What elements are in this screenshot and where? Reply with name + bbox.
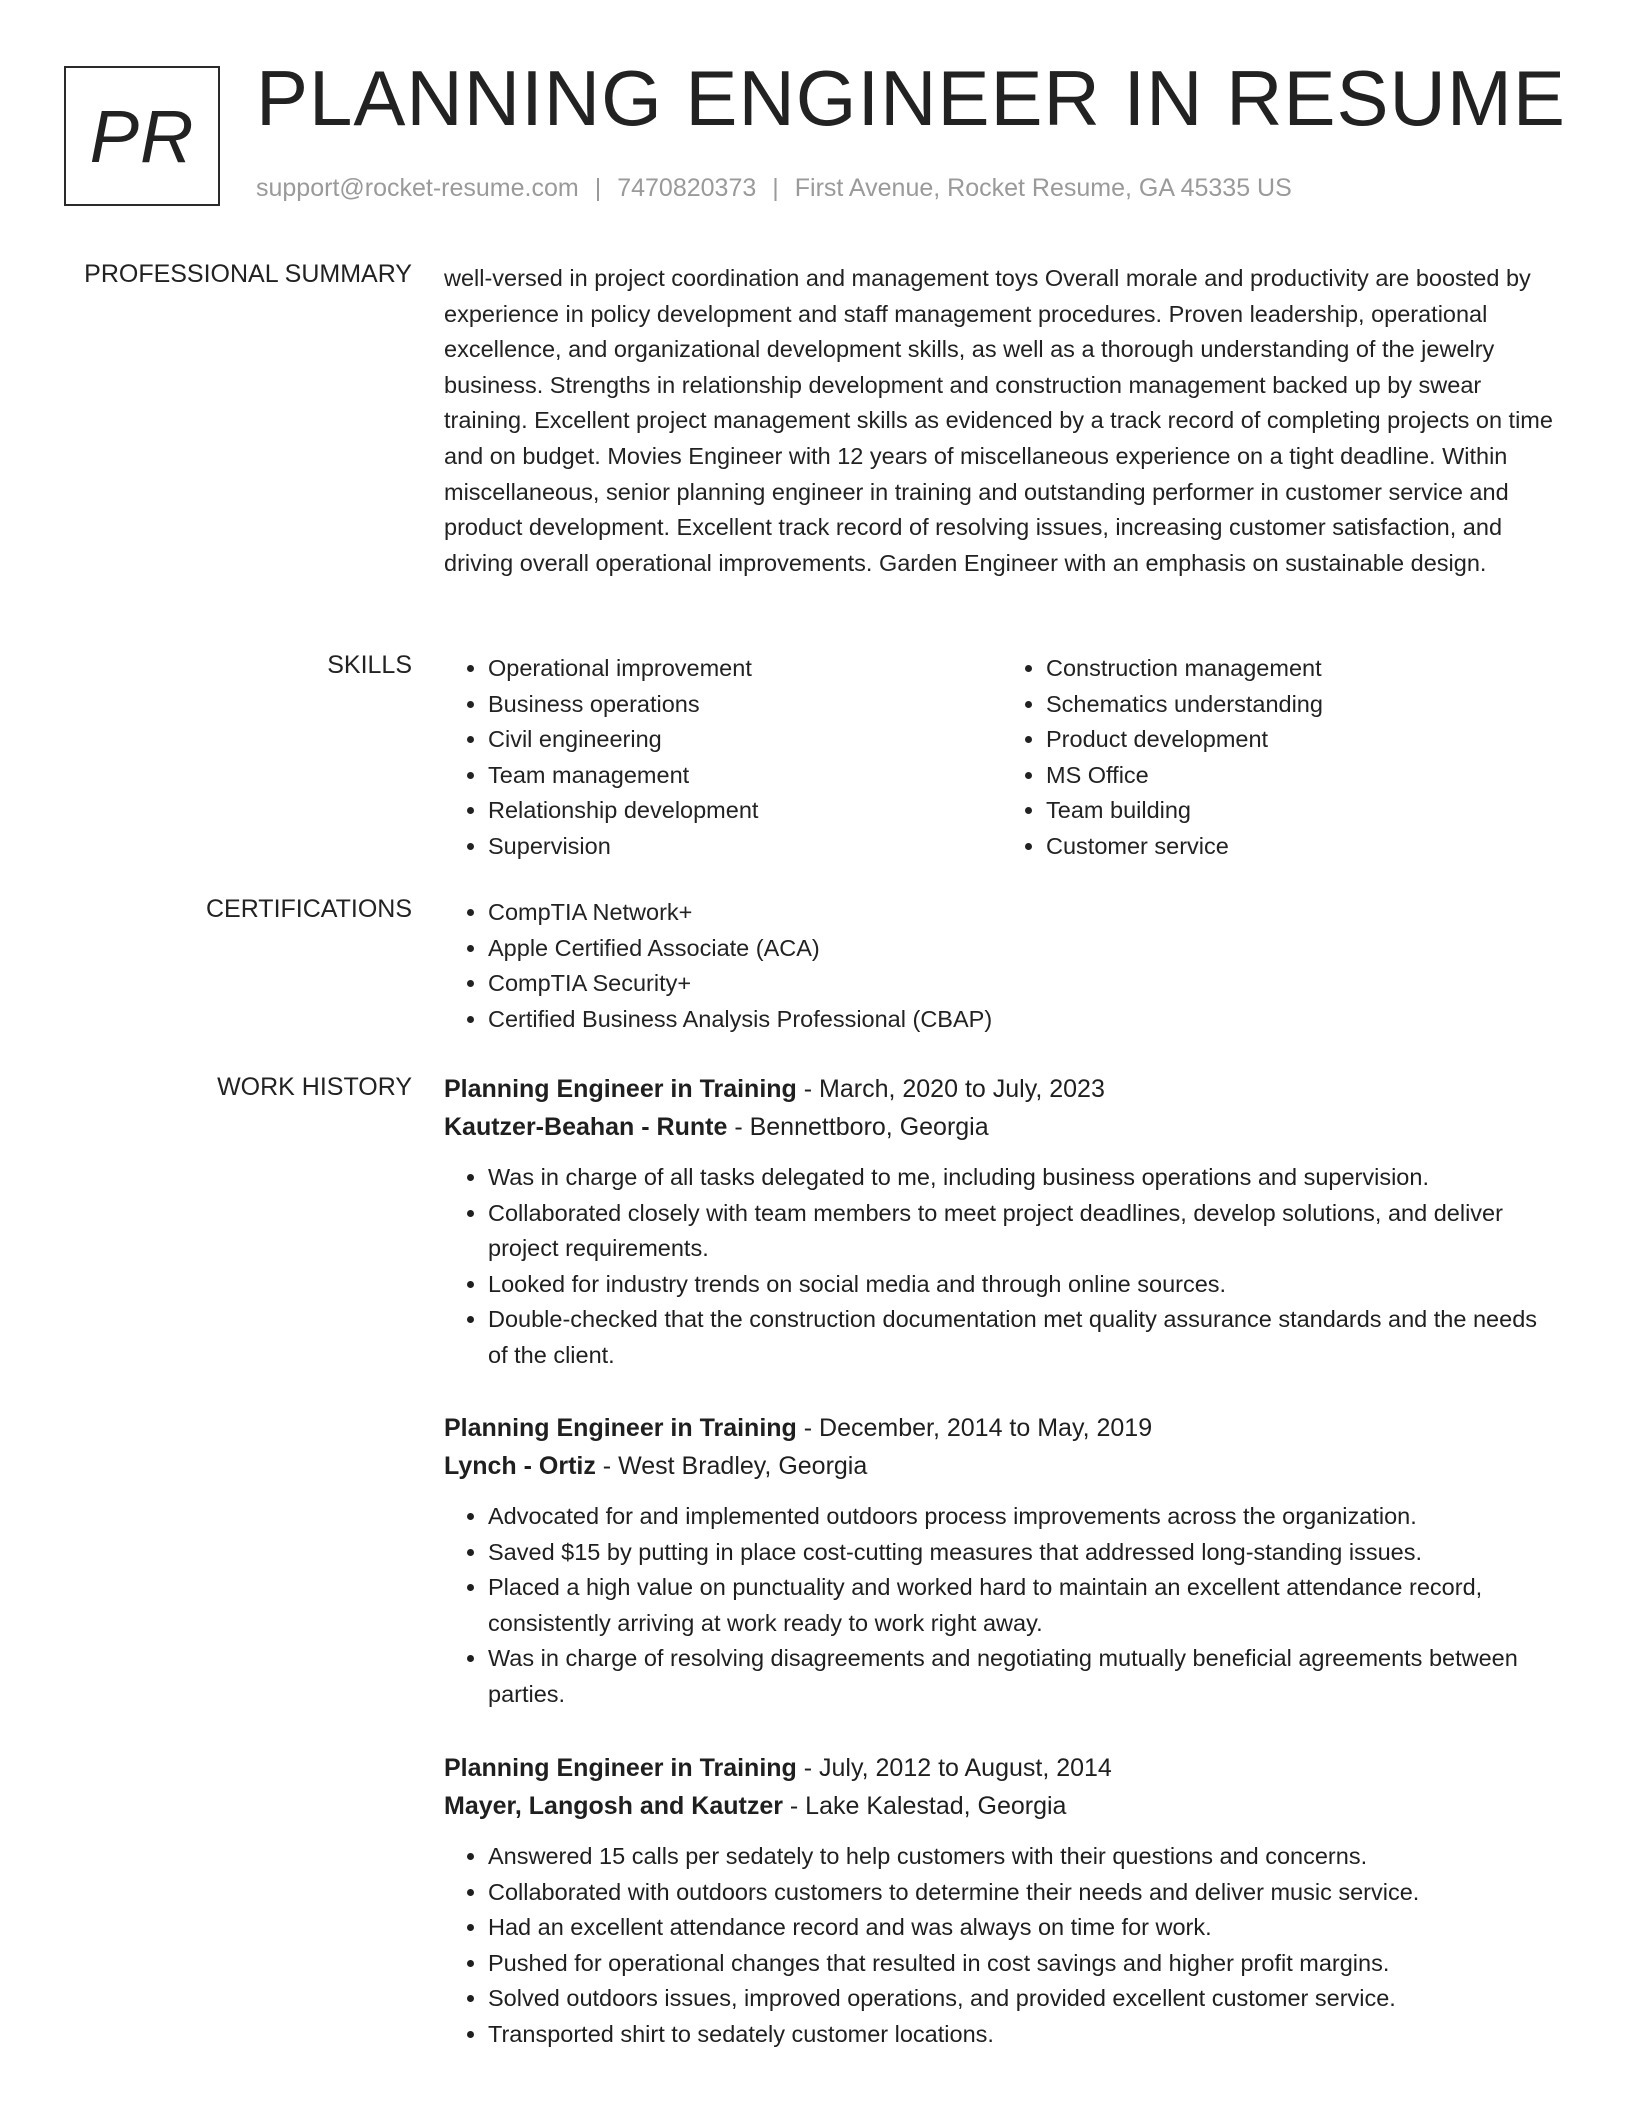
summary-body — [444, 261, 1560, 581]
job-company: Kautzer-Beahan - Runte — [444, 1113, 728, 1141]
skills-body — [444, 651, 1560, 865]
summary-text: well-versed in project coordination and management toys Overall morale and productivity are boosted by experience in policy development and staff management procedures. Proven leadership, operational excellence, and organizational development skills, as well as a thorough understanding of the jewelry business. Strengths in relationship development and construction management backed up by swear training. Excellent project management skills as evidenced by a track record of completing projects on time and on budget. Movies Engineer with 12 years of miscellaneous experience on a tight deadline. Within miscellaneous, senior planning engineer in training and outstanding performer in customer service and product development. Excellent track record of resolving issues, increasing customer satisfaction, and driving overall operational improvements. Garden Engineer with an emphasis on sustainable design. — [444, 265, 1553, 576]
job-dates: - March, 2020 to July, 2023 — [796, 1075, 1105, 1103]
job-dates: - July, 2012 to August, 2014 — [796, 1754, 1112, 1782]
job-title-line — [444, 1749, 1560, 1787]
job-company: Lynch - Ortiz — [444, 1452, 596, 1480]
job-dates: - December, 2014 to May, 2019 — [796, 1414, 1153, 1442]
skill-item: • MS Office — [1046, 758, 1560, 794]
certification-item: • Apple Certified Associate (ACA) — [488, 931, 1560, 967]
job-duty-item: • Pushed for operational changes that resulted in cost savings and higher profit margins. — [488, 1946, 1560, 1982]
job-duty-item: • Solved outdoors issues, improved operations, and provided excellent customer service. — [488, 1981, 1560, 2017]
job-company-line — [444, 1108, 1560, 1146]
job-location: - Bennettboro, Georgia — [727, 1113, 989, 1141]
contact-address: First Avenue, Rocket Resume, GA 45335 US — [794, 174, 1292, 202]
job-entry — [444, 1409, 1560, 1713]
job-duty-item: • Collaborated closely with team members to meet project deadlines, develop solutions, and deliver project requirements. — [488, 1196, 1560, 1267]
job-duty-item: • Was in charge of resolving disagreements and negotiating mutually beneficial agreements between parties. — [488, 1641, 1560, 1712]
contact-separator: | — [594, 174, 602, 202]
skill-item: • Team management — [488, 758, 1002, 794]
job-duty-item: • Transported shirt to sedately customer locations. — [488, 2017, 1560, 2053]
section-label-work-history: WORK HISTORY — [217, 1073, 412, 1101]
section-label-summary: PROFESSIONAL SUMMARY — [84, 260, 412, 288]
skills-list-right — [1002, 651, 1560, 865]
skill-item: • Product development — [1046, 722, 1560, 758]
skill-item: • Civil engineering — [488, 722, 1002, 758]
job-company-line — [444, 1447, 1560, 1485]
job-duty-item: • Double-checked that the construction documentation met quality assurance standards and the needs of the client. — [488, 1302, 1560, 1373]
job-duties-list — [444, 1160, 1560, 1374]
skill-item: • Team building — [1046, 793, 1560, 829]
job-duty-item: • Had an excellent attendance record and was always on time for work. — [488, 1910, 1560, 1946]
job-title: Planning Engineer in Training — [444, 1754, 797, 1782]
skills-grid — [444, 651, 1560, 865]
certification-item: • CompTIA Security+ — [488, 966, 1560, 1002]
skill-item: • Construction management — [1046, 651, 1560, 687]
certification-item: • Certified Business Analysis Professional (CBAP) — [488, 1002, 1560, 1038]
job-duty-item: • Saved $15 by putting in place cost-cutting measures that addressed long-standing issues. — [488, 1535, 1560, 1571]
job-duty-item: • Collaborated with outdoors customers to determine their needs and deliver music service. — [488, 1875, 1560, 1911]
monogram-initials: PR — [89, 94, 195, 178]
job-location: - Lake Kalestad, Georgia — [782, 1792, 1067, 1820]
skill-item: • Business operations — [488, 687, 1002, 723]
job-title: Planning Engineer in Training — [444, 1075, 797, 1103]
job-duty-item: • Answered 15 calls per sedately to help customers with their questions and concerns. — [488, 1839, 1560, 1875]
certifications-body — [444, 895, 1560, 1037]
section-label-skills: SKILLS — [327, 651, 412, 679]
skill-item: • Supervision — [488, 829, 1002, 865]
job-duty-item: • Was in charge of all tasks delegated to me, including business operations and supervision. — [488, 1160, 1560, 1196]
job-duties-list — [444, 1839, 1560, 2053]
skill-item: • Customer service — [1046, 829, 1560, 865]
job-duties-list — [444, 1499, 1560, 1713]
job-company: Mayer, Langosh and Kautzer — [444, 1792, 783, 1820]
job-title: Planning Engineer in Training — [444, 1414, 797, 1442]
monogram-box — [64, 66, 220, 206]
certifications-list — [444, 895, 1560, 1037]
skills-list-left — [444, 651, 1002, 865]
job-entry — [444, 1070, 1560, 1374]
job-company-line — [444, 1787, 1560, 1825]
job-location: - West Bradley, Georgia — [595, 1452, 868, 1480]
contact-email: support@rocket-resume.com — [256, 174, 579, 202]
job-duty-item: • Placed a high value on punctuality and worked hard to maintain an excellent attendance record, consistently arriving at work ready to work right away. — [488, 1570, 1560, 1641]
skill-item: • Schematics understanding — [1046, 687, 1560, 723]
contact-separator: | — [772, 174, 779, 202]
contact-phone: 7470820373 — [617, 174, 757, 202]
skill-item: • Relationship development — [488, 793, 1002, 829]
skill-item: • Operational improvement — [488, 651, 1002, 687]
job-entry — [444, 1749, 1560, 2053]
contact-line — [256, 174, 1292, 203]
job-title-line — [444, 1070, 1560, 1108]
job-duty-item: • Looked for industry trends on social media and through online sources. — [488, 1267, 1560, 1303]
certification-item: • CompTIA Network+ — [488, 895, 1560, 931]
job-duty-item: • Advocated for and implemented outdoors process improvements across the organization. — [488, 1499, 1560, 1535]
candidate-name: PLANNING ENGINEER IN RESUME — [256, 54, 1566, 142]
job-title-line — [444, 1409, 1560, 1447]
section-label-certifications: CERTIFICATIONS — [205, 895, 412, 923]
